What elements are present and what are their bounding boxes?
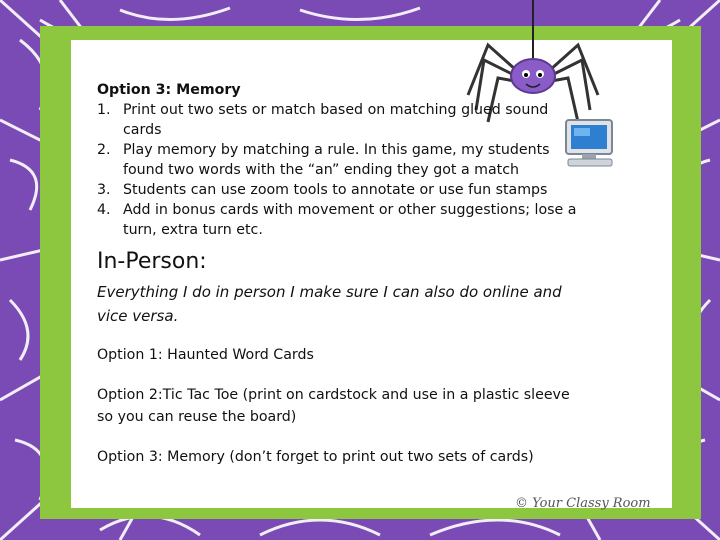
step-text: Students can use zoom tools to annotate or use fun stamps (123, 182, 548, 198)
in-person-option-3: Option 3: Memory (don’t forget to print out two sets of cards) (97, 449, 534, 465)
in-person-option-1: Option 1: Haunted Word Cards (97, 347, 314, 363)
in-person-intro: Everything I do in person I make sure I can also do online and vice versa. (97, 283, 562, 325)
step-text: Play memory by matching a rule. In this game, my students found two words with the “an” ending they got a match (123, 142, 550, 178)
in-person-heading: In-Person: (97, 249, 207, 274)
list-item (97, 180, 587, 200)
memory-steps-list (97, 100, 587, 240)
step-text: Print out two sets or match based on matching glued sound cards (123, 102, 549, 138)
copyright-footer: © Your Classy Room (515, 496, 651, 511)
content (97, 80, 587, 468)
step-number: 4. (97, 202, 111, 218)
step-number: 3. (97, 182, 111, 198)
list-item (97, 100, 587, 140)
step-text: Add in bonus cards with movement or other suggestions; lose a turn, extra turn etc. (123, 202, 577, 238)
step-number: 1. (97, 102, 111, 118)
list-item (97, 140, 587, 180)
step-number: 2. (97, 142, 111, 158)
list-item (97, 200, 587, 240)
option3-title: Option 3: Memory (97, 82, 241, 98)
in-person-option-2: Option 2:Tic Tac Toe (print on cardstock and use in a plastic sleeve so you can reuse the board) (97, 387, 570, 425)
